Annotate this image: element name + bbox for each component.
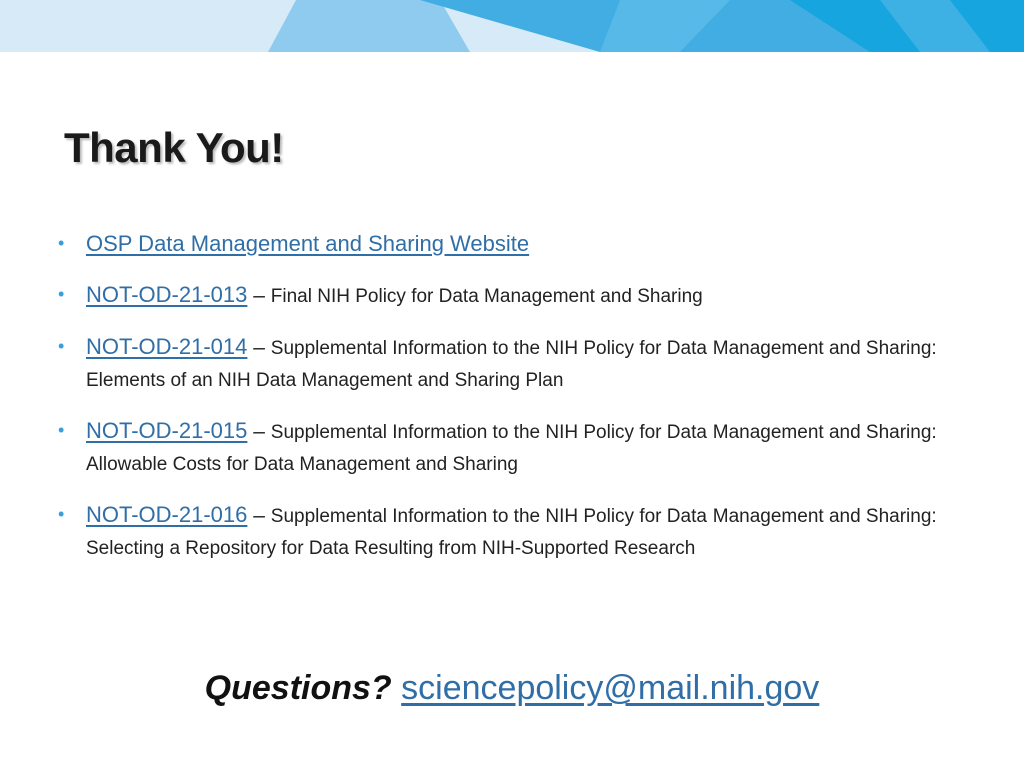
notice-description-first: Supplemental Information to the NIH Policy for Data [270, 422, 707, 443]
list-item-not-od-21-013 [58, 279, 978, 312]
resource-list [58, 228, 978, 583]
bullet-icon: • [58, 336, 65, 356]
not-od-21-014-link[interactable]: NOT-OD-21-014 [86, 334, 248, 359]
list-item-not-od-21-014 [58, 331, 978, 396]
dash-separator: – [253, 504, 265, 527]
notice-description-first: Supplemental Information to the NIH Policy for Data [270, 338, 707, 359]
list-item-not-od-21-015 [58, 415, 978, 480]
not-od-21-016-link[interactable]: NOT-OD-21-016 [86, 502, 248, 527]
dash-separator: – [253, 336, 265, 359]
list-item-not-od-21-016 [58, 499, 978, 564]
bullet-icon: • [58, 233, 65, 253]
not-od-21-015-link[interactable]: NOT-OD-21-015 [86, 418, 248, 443]
bullet-icon: • [58, 504, 65, 524]
notice-description-rest: Management and Sharing: Elements of an NIH Data Management and Sharing Plan [86, 338, 937, 391]
dash-separator: – [253, 284, 265, 307]
header-banner [0, 0, 1024, 52]
contact-email-link[interactable]: sciencepolicy@mail.nih.gov [401, 669, 820, 707]
questions-line [0, 662, 1024, 714]
notice-description-rest: Management and Sharing: Allowable Costs for Data Management and Sharing [86, 422, 937, 475]
bullet-icon: • [58, 420, 65, 440]
notice-description: Final NIH Policy for Data Management and Sharing [270, 286, 703, 307]
dash-separator: – [253, 420, 265, 443]
notice-description-rest: Management and Sharing: Selecting a Repository for Data Resulting from NIH-Supported Research [86, 506, 937, 559]
bullet-icon: • [58, 284, 65, 304]
notice-description-first: Supplemental Information to the NIH Policy for Data [270, 506, 707, 527]
not-od-21-013-link[interactable]: NOT-OD-21-013 [86, 282, 248, 307]
osp-website-link[interactable]: OSP Data Management and Sharing Website [86, 231, 530, 256]
list-item-osp-website [58, 228, 978, 260]
slide-title: Thank You! [64, 124, 284, 171]
header-banner-graphic [0, 0, 1024, 52]
questions-label: Questions? [204, 669, 392, 707]
